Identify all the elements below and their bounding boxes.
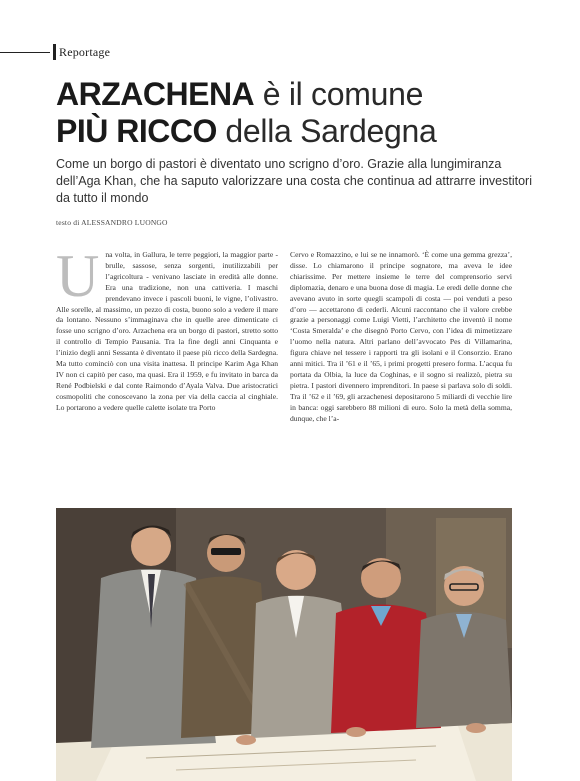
headline-line1-light: è il comune: [254, 76, 424, 112]
photo-illustration: [56, 508, 512, 781]
section-bar: [53, 44, 56, 60]
drop-cap: U: [56, 250, 100, 309]
section-label: Reportage: [59, 44, 111, 59]
subhead: Come un borgo di pastori è diventato uno scrigno d’oro. Grazie alla lungimiranza dell’Aga Khan, che ha saputo valorizzare una costa che continua ad attrarre investitori da tutto il mondo: [56, 157, 532, 205]
headline-line1-strong: ARZACHENA: [56, 76, 255, 112]
headline: [56, 76, 556, 150]
article-column-1: [56, 250, 278, 496]
article-body: [56, 250, 512, 496]
headline-line2-strong: PIÙ RICCO: [56, 113, 217, 149]
section-tag: [0, 44, 110, 60]
article-column-2-text: Cervo e Romazzino, e lui se ne innamorò. ‘È come una gemma grezza’, disse. Lo chiamarono il principe sognatore, ma aveva le idee chiarissime. Per mettere insieme le terre del comprensorio servì diplomazia, denaro e una buona dose di magia. Le eredi delle donne che avevano avuto in sorte quegli scampoli di costa — poi venduti a peso d’oro — accettarono di cederli. Alcuni raccontano che il valore crebbe grazie a personaggi come Luigi Vietti, l’architetto che inventò il nome ‘Costa Smeralda’ e che disegnò Porto Cervo, con l’idea di mimetizzare l’uomo nella natura. Altri parlano dell’avvocato Pes di Villamarina, figura chiave nel tessere i rapporti tra gli isolani e il Consorzio. Erano anni mitici. Tra il ’61 e il ’65, i primi progetti presero forma. L’acqua fu portata da Olbia, la luce da Coghinas, e il sogno si realizzò, pietra su pietra. I pastori divennero imprenditori. In paese si parlava solo di soldi. Tra il ’62 e il ’69, gli arzachenesi depositarono 5 miliardi di vecchie lire in banca: oggi sarebbero 88 milioni di euro. Solo la metà della somma, dunque, che l’a-: [290, 250, 512, 423]
section-rule: [0, 52, 50, 53]
byline-prefix: testo di: [56, 218, 82, 227]
byline-author: ALESSANDRO LUONGO: [81, 218, 168, 227]
article-column-1-text: na volta, in Gallura, le terre peggiori, la maggior parte - brulle, sassose, senza sorgenti, inutilizzabili per l’agricoltura - venivano lasciate in eredità alle donne. Era una tradizione, non una cattiveria. I maschi prendevano invece i pascoli buoni, le vigne, l’olivastro. Alle sorelle, al massimo, un pezzo di costa, buono solo a vedere il mare da lontano. Nessuno s’immaginava che in quelle aree dimenticate ci fosse uno scrigno d’oro. Arzachena era un borgo di pastori, stretto sotto il controllo di Tempio Pausania. Tra la fine degli anni Cinquanta e l’inizio degli anni Sessanta è diventato il paese più ricco della Sardegna. Ma tutto cominciò con una visita inattesa. Il principe Karim Aga Khan IV non ci capitò per caso, ma quasi. Era il 1959, e fu invitato in barca da René Podbielski e dal conte Raimondo d’Ayala Valva. Due aristocratici cosmopoliti che conoscevano la zona per via della caccia al cinghiale. Lo portarono a vedere quelle calette isolate tra Porto: [56, 250, 278, 412]
byline: [56, 218, 168, 227]
article-column-2: [290, 250, 512, 496]
article-photo: [56, 508, 512, 781]
headline-line2-light: della Sardegna: [216, 113, 437, 149]
